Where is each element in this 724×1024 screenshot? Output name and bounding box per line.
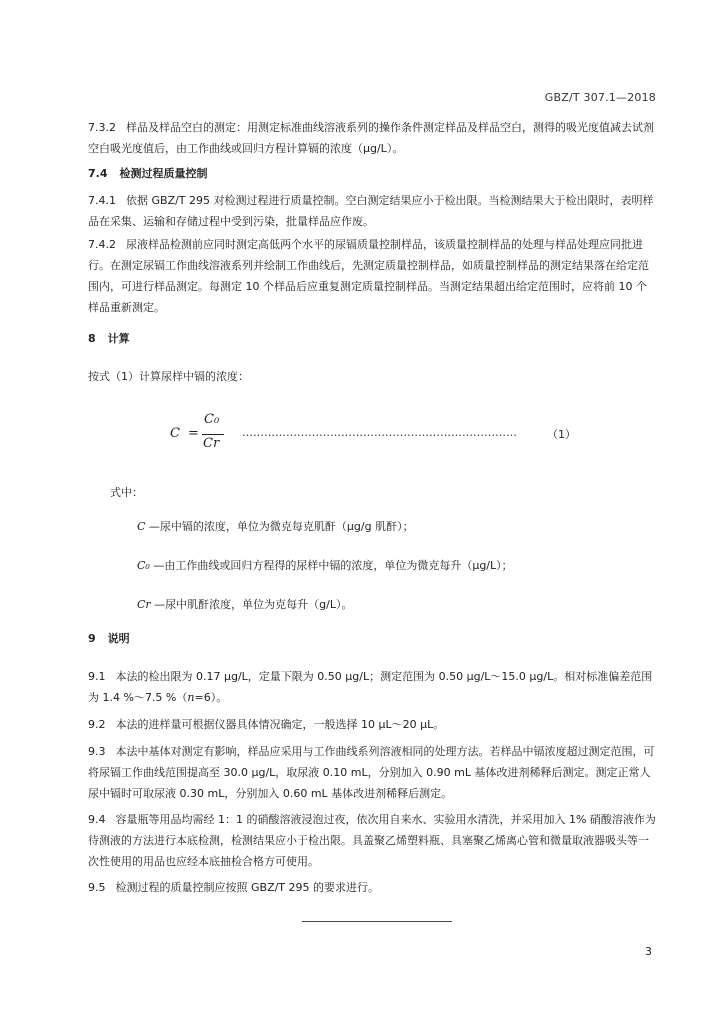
- clause-text: 检测过程的质量控制应按照 GBZ/T 295 的要求进行。: [115, 881, 380, 894]
- symbol: C: [137, 520, 146, 533]
- definition-cr: [137, 594, 667, 615]
- section-number: 8: [88, 332, 96, 345]
- calculation-intro: 按式（1）计算尿样中镉的浓度：: [88, 370, 249, 383]
- where-label: 式中：: [110, 486, 143, 499]
- definition-text: —尿中镉的浓度，单位为微克每克肌酐（μg/g 肌酐）；: [145, 520, 414, 533]
- clause-text: 容量瓶等用品均需经 1：1 的硝酸溶液浸泡过夜，依次用自来水、实验用水清洗，并采用加入 1% 硝酸溶液作为待测液的方法进行本底检测，检测结果应小于检出限。具盖聚乙烯塑料瓶、具塞聚乙烯离心管和微量取液器吸头等一次性使用的用品也应经本底抽检合格方可使用。: [88, 813, 656, 868]
- formula-leader-dots: …………………………………………………………………: [242, 426, 517, 439]
- clause-text: 本法中基体对测定有影响，样品应采用与工作曲线系列溶液相同的处理方法。若样品中镉浓度超过测定范围，可将尿镉工作曲线范围提高至 30.0 μg/L，取尿液 0.10 mL，分别加入 0.90 mL 基体改进剂稀释后测定。测定正常人尿中镉时可取尿液 0.30 mL，分别加入 0.60 mL 基体改进剂稀释后测定。: [88, 745, 655, 800]
- end-divider: [302, 921, 452, 922]
- clause-text: 本法的检出限为 0.17 μg/L，定量下限为 0.50 μg/L；测定范围为 0.50 μg/L～15.0 μg/L。相对标准偏差范围为 1.4 %～7.5 %（: [88, 670, 653, 704]
- clause-9-3: [88, 741, 656, 804]
- clause-number: 7.4.2: [88, 238, 116, 251]
- formula-denominator: Cr: [203, 436, 220, 451]
- clause-9-2: [88, 714, 656, 735]
- section-title: 计算: [107, 332, 130, 345]
- clause-number: 7.3.2: [88, 121, 116, 134]
- definition-c: [137, 516, 667, 537]
- section-title: 说明: [107, 632, 130, 645]
- clause-7-4-2: [88, 234, 656, 318]
- clause-text: 依据 GBZ/T 295 对检测过程进行质量控制。空白测定结果应小于检出限。当检测结果大于检出限时，表明样品在采集、运输和存储过程中受到污染，批量样品应作废。: [88, 194, 654, 228]
- fraction-bar: [202, 434, 224, 435]
- clause-number: 9.2: [88, 718, 106, 731]
- symbol: Cr: [137, 598, 151, 611]
- section-9-heading: [88, 631, 130, 647]
- definition-text: —由工作曲线或回归方程得的尿样中镉的浓度，单位为微克每升（μg/L）；: [149, 559, 513, 572]
- formula-lhs: C: [170, 426, 180, 441]
- clause-text: 尿液样品检测前应同时测定高低两个水平的尿镉质量控制样品，该质量控制样品的处理与样品处理应同批进行。在测定尿镉工作曲线溶液系列并绘制工作曲线后，先测定质量控制样品，如质量控制样品的测定结果落在给定范围内，可进行样品测定。每测定 10 个样品后应重复测定质量控制样品。当测定结果超出给定范围时，应将前 10 个样品重新测定。: [88, 238, 649, 314]
- clause-text-end: =6）。: [194, 691, 228, 704]
- formula-1: [170, 412, 670, 456]
- clause-number: 9.3: [88, 745, 106, 758]
- clause-number: 9.4: [88, 813, 106, 826]
- clause-number: 7.4.1: [88, 194, 116, 207]
- definition-text: —尿中肌酐浓度，单位为克每升（g/L）。: [150, 598, 353, 611]
- section-title: 检测过程质量控制: [119, 167, 208, 180]
- section-8-heading: [88, 331, 130, 347]
- definition-c0: [137, 555, 667, 576]
- variable-n: n: [187, 691, 195, 704]
- formula-equals: =: [188, 426, 199, 441]
- clause-9-1: [88, 666, 656, 708]
- clause-number: 9.5: [88, 881, 106, 894]
- clause-7-3-2: [88, 117, 656, 159]
- clause-7-4-1: [88, 190, 656, 232]
- symbol: C₀: [137, 559, 150, 572]
- equation-number: （1）: [547, 428, 576, 441]
- page-number: 3: [645, 945, 652, 958]
- clause-9-4: [88, 809, 656, 872]
- clause-number: 9.1: [88, 670, 106, 683]
- clause-9-5: [88, 877, 656, 898]
- section-number: 9: [88, 632, 96, 645]
- clause-text: 本法的进样量可根据仪器具体情况确定，一般选择 10 μL～20 μL。: [115, 718, 445, 731]
- formula-numerator: C₀: [204, 412, 220, 427]
- section-7-4-heading: [88, 166, 208, 182]
- section-number: 7.4: [88, 167, 108, 180]
- standard-code-header: GBZ/T 307.1—2018: [544, 91, 656, 104]
- clause-text: 样品及样品空白的测定：用测定标准曲线溶液系列的操作条件测定样品及样品空白，测得的吸光度值减去试剂空白吸光度值后，由工作曲线或回归方程计算镉的浓度（μg/L）。: [88, 121, 654, 155]
